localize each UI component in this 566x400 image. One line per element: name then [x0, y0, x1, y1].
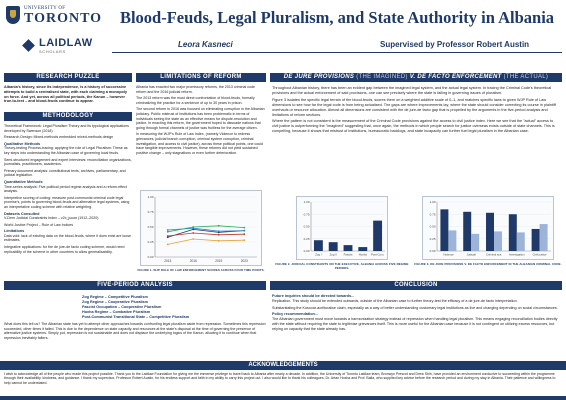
laidlaw-logo [22, 37, 93, 57]
de-jure-p1: Throughout Albanian history, there has been an evident gap between the imagined legal system, and the actual legal system. In tracing the Criminal Code's theoretical provisions and the actual enforcement of said provisions, one can see precisely where the state is failing in governing issues of pluralism. [272, 86, 552, 95]
fig1-point [167, 231, 169, 233]
five-period-heading: FIVE-PERIOD ANALYSIS [4, 281, 266, 290]
fig3-y-tick: 0.75 [429, 212, 436, 217]
fig1-y-tick: 1.00 [147, 195, 154, 199]
supervisor-name: Supervised by Professor Robert Austin [380, 40, 530, 49]
figure-1-svg [141, 191, 263, 267]
dataset-item-1: V-Dem Judicial Constraints Index – v2x_jucon (1912–2020) [4, 216, 99, 221]
fig3-x-tick: Civil justice [532, 252, 547, 257]
acknowledgements-text: I wish to acknowledge all of the people who made this project possible. Thank you to the Laidlaw Foundation for giving me the immense privilege to travel back to Albania after nearly a decade. In addition, the University of Toronto Laidlaw team, Bronwyn Prescot and Drew Shih, have provided an environment conducive to succeeding within the programme through their availability, kindness, and guidance. I thank my supervisor, Professor Robert Austin, for his endless support and faith in my ability to carry this project out. I also would like to thank his colleagues, Dr. Artan Hoxha and Prof. Balla, who supplied key advice before the research period and during my stay in Albania. Their patience and willingness to help cannot be understated. [4, 372, 556, 385]
fig3-x-tick: Judicial [466, 252, 476, 257]
future-item-2: Substantiating the Kosovar-acrilturalise claim, especially as a way of better understanding customary legal institutions as live and changing depending on social circumstances. [272, 305, 558, 310]
period-3: Fascist Occupation – Cooperative Pluralism [82, 305, 162, 309]
figure-3-chart [422, 196, 554, 260]
fig1-point [167, 229, 169, 231]
fig1-x-tick: 2013 [164, 259, 172, 263]
de-jure-heading-c: V. DE FACTO ENFORCEMENT [409, 74, 502, 80]
qual-methods-heading: Qualitative Methods [4, 141, 41, 146]
fig1-point [167, 244, 169, 246]
de-jure-heading-b: (THE IMAGINED) [356, 74, 408, 80]
author-name: Leora Kasneci [178, 40, 233, 49]
poster-header [0, 0, 566, 62]
de-jure-p3: Where the pattern is not consistent is the measurement of the Criminal Code provisions against the access to civil justice index. Here we see that the "actual" access to civil justice is outperforming the "imagined" suggesting that, once again, the methods in which people search for justice overseas exists outside of state channels. This is compelling, because it shows that mistrust of institutions, bureaucratic backlogs, and state incapacity can further fuel legal pluralism in the Albanian case. [272, 119, 555, 134]
policy-heading: Policy recommendation... [272, 312, 318, 317]
reform-p1: Albania has enacted two major promissory reforms, the 2013 criminal code reform and the 2016 judicial reform. [136, 85, 256, 94]
laidlaw-mark-icon [22, 39, 35, 52]
uoft-univ-text: UNIVERSITY OF [24, 6, 66, 11]
de-jure-text [272, 86, 560, 194]
fig1-point [167, 235, 169, 237]
de-jure-heading [270, 73, 562, 82]
laidlaw-name: LAIDLAW [39, 37, 93, 49]
fig1-point [218, 225, 220, 227]
uoft-toronto-text: TORONTO [24, 11, 103, 26]
fig3-y-tick: 0.25 [429, 236, 436, 241]
fig1-y-tick: 0.75 [147, 210, 154, 214]
five-period-list [82, 295, 189, 320]
period-2: Zog Regime – Cooperative Pluralism [82, 300, 149, 304]
fig3-x-tick: Investigation [508, 252, 525, 257]
fig2-y-tick: 0.25 [303, 236, 310, 241]
qual-item-1: Theory-testing Process-tracing: applying the role of Legal Pluralism: These as key steps into understanding the Albanian case of governing local feuds. [4, 146, 128, 155]
fig1-point [243, 239, 245, 241]
fig2-bar [358, 247, 367, 251]
quant-methods-heading: Quantitative Methods [4, 179, 43, 184]
future-item-1: Replication. This study should be extended outwards, outside of the Albanian case to further theory-test the efficacy of a de jure-de facto interpretation. [272, 298, 518, 303]
figure-3-svg [423, 197, 555, 261]
fig3-bar-series-0 [463, 212, 471, 251]
fig1-y-tick: 0.25 [147, 240, 154, 244]
figure-2-caption: FIGURE 2. JUDICIAL CONSTRAINTS ON THE EXECUTIVE, ALBANIA ACROSS FIVE REGIME PERIODS. [275, 262, 409, 270]
de-jure-p2: Figure 3 isolates the specific legal terrain of the blood-feuds, scores them on a weighted additive scale of 0–1, and matches specific laws to given WJP Rule of Law dimensions to see how far the legal code is from being actualised. The gaps are where improvements lay, where the state should consider correcting its course in plaintiff overhauls or resource allocation. Almost all dimensions are consistent with the de jure-de facto gap that is propelled by the arguments in the five-period analysis and limitations of reform sections. [272, 97, 556, 117]
fig1-point [218, 230, 220, 232]
fig2-bar [314, 240, 323, 251]
fig3-bar-series-0 [532, 229, 540, 251]
reform-p4: In measuring the WJP's Rule of Law Index, (namely Violence to redress grievances, judicial branch corruption, criminal system corruption, criminal investigation, and access to civil justice), across these political points, one could trace tangible improvements. However, these reforms did not yield sustained positive change – only stagnations or even further deterioration. [136, 132, 264, 155]
methodology-text [4, 124, 132, 272]
methodology-framework: Theoretical Framework: Legal Pluralism Theory and its typological applications developed by Swenson (2018) [4, 124, 129, 133]
fig1-point [243, 230, 245, 232]
quant-item-1: Time-series analysis: Five-political period regime analysis and a reform-effect analysis. [4, 184, 127, 194]
fig2-x-tick: Zog II [329, 252, 337, 257]
fig1-point [218, 240, 220, 242]
fig1-series-line-2 [168, 239, 245, 244]
fig3-bar-series-1 [471, 234, 479, 251]
limitations-heading: Limitations [4, 229, 25, 234]
reform-p3: The second reform in 2016 was focused on eliminating corruption in the Albanian judiciary. Public mistrust of institutions has been problematic in terms of individuals seeing the state as an effective means for dispute-resolution and justice. In enacting this reform, the government hoped to dissuade nations that going through formal channels of justice was fruitless for the average citizen. [136, 107, 265, 130]
fig2-y-tick: 0.00 [303, 249, 310, 253]
reform-p2: The 2013 reform was the most direct confrontation of blood-feuds, formally criminalizing the practice for a sentence of up to 30 years in prison. [136, 96, 255, 105]
fig1-x-tick: 2016 [189, 259, 197, 263]
fig2-x-tick: Post-Com. [370, 252, 385, 257]
fig2-bar [373, 221, 382, 251]
methodology-design: Research Design: Mixed-methods embedded mixed-methods design [4, 135, 114, 140]
research-puzzle-heading: RESEARCH PUZZLE [4, 73, 132, 82]
quant-item-2: Interpretive scoring of coding: measure post-communist criminal code legal promise's, points to governing blood-feuds and alternative legal systems, using an interpretative coding scheme with relative weighting. [4, 195, 130, 209]
fig3-x-tick: Violence [443, 252, 454, 257]
period-5: Post-Communist Transitional State – Competitive Pluralism [82, 315, 190, 319]
fig3-bar-series-0 [486, 213, 494, 251]
uoft-crest-icon [6, 6, 20, 24]
conclusion-text [272, 294, 560, 358]
fig1-point [243, 227, 245, 229]
de-jure-heading-a: DE JURE PROVISIONS [283, 74, 355, 80]
dataset-item-2: World Justice Project – Rule of Law Indices [4, 222, 74, 227]
fig1-x-tick: 2019 [215, 259, 223, 263]
fig1-point [243, 233, 245, 235]
fig1-point [192, 238, 194, 240]
methodology-heading: METHODOLOGY [4, 112, 132, 121]
acknowledgements-heading: ACKNOWLEDGEMENTS [0, 361, 566, 370]
header-divider [112, 52, 562, 53]
fig3-x-tick: Criminal sys. [485, 252, 503, 257]
poster-title: Blood-Feuds, Legal Pluralism, and State Authority in Albania [119, 8, 555, 27]
fig2-bar [344, 245, 353, 251]
fig3-bar-series-1 [494, 231, 502, 251]
qual-item-3: Primary document analysis: constitutional texts, archives, parliamentary, and judicial legislation. [4, 168, 126, 178]
fig2-x-tick: Zog I [315, 252, 322, 257]
fig2-bar [329, 242, 338, 251]
qual-item-2: Semi-structured engagement and expert interviews: reconciliation organizations, journalists, practitioners, academics. [4, 157, 132, 167]
fig3-y-tick: 0.50 [429, 224, 436, 229]
policy-item-1: The Albanian government must move towards a harmonization strategy instead of repression when handling legal pluralism. This means engaging reconciliation bodies directly with the state without requiring the state to legitimise grievances itself. This is more useful for the Albanian case because it is not contingent on utilizing excess resources, but relying on capacity that the state already has. [272, 317, 558, 331]
limitation-item-2: Integrative applications: for the de jure-de facto coding scheme, would need replicability of the scheme in other countries to allow generalisability. [4, 245, 125, 254]
figure-2-svg [297, 197, 389, 261]
uoft-logo [6, 4, 106, 34]
fig3-y-tick: 0.00 [429, 249, 436, 253]
limitations-of-reform-text [136, 85, 266, 185]
figure-2-chart [296, 196, 388, 260]
limitations-of-reform-heading: LIMITATIONS OF REFORM [136, 73, 266, 82]
future-inquiries-heading: Future inquiries should be directed towards... [272, 294, 355, 298]
fig3-bar-series-0 [509, 214, 517, 251]
de-jure-heading-d: (THE ACTUAL) [503, 74, 549, 80]
limitation-item-1: Data void: lack of existing data on the blood-feuds, where it does exist are loose estimates. [4, 233, 132, 243]
fig1-point [192, 226, 194, 228]
conclusion-heading: CONCLUSION [270, 281, 562, 290]
figure-1-chart [140, 190, 262, 266]
fig1-x-tick: 2023 [240, 259, 248, 263]
fig1-point [218, 234, 220, 236]
fig2-y-tick: 1.00 [303, 200, 310, 204]
bottom-band [0, 396, 566, 400]
fig3-bar-series-1 [448, 230, 456, 251]
period-1: Zog Regime – Competitive Pluralism [82, 295, 148, 299]
research-puzzle-text: Albania's history, since its independence, is a history of successive attempts to build a centralised state, with each claiming a monopoly on force. And yet, across all political periods, the Kanun – however true-to-text – and blood-feuds continue to appear. [4, 85, 128, 104]
fig3-bar-series-0 [440, 209, 448, 251]
laidlaw-sub: SCHOLARS [39, 49, 66, 54]
figure-3-caption: FIGURE 3. DE JURE PROVISIONS V. DE FACTO ENFORCEMENT IN THE ALBANIAN CRIMINAL CODE. [414, 262, 562, 266]
fig3-bar-series-1 [517, 232, 525, 251]
datasets-heading: Datasets Consulted [4, 211, 40, 216]
period-4: Hoxha Regime – Combative Pluralism [82, 310, 151, 314]
fig1-y-tick: 0.00 [147, 255, 154, 259]
fig3-y-tick: 1.00 [429, 200, 436, 204]
fig1-y-tick: 0.50 [147, 225, 154, 229]
fig1-point [192, 232, 194, 234]
fig2-x-tick: Fascist [343, 252, 353, 257]
figure-1-caption: FIGURE 1. WJP RULE OF LAW ENFORCEMENT SCORES ACROSS FOUR TIME POINTS. [137, 268, 265, 272]
fig2-x-tick: Hoxha [358, 252, 367, 257]
fig2-y-tick: 0.75 [303, 212, 310, 217]
fig3-bar-series-1 [540, 224, 548, 251]
fig2-y-tick: 0.50 [303, 224, 310, 229]
five-period-text: What does this tell us? The Albanian state has yet to attempt other approaches towards confronting legal pluralism aside from repression. Sometimes this repression succeeded, other times it failed. This is due to the dependence on state capacity and resources at the state's disposal at the time of governing the presence of alternative justice systems. Simply put, repression is not sustainable and does not displace the underlying logics of the Kanun, allowing it to continue when that repression inevitably falters. [4, 322, 266, 341]
